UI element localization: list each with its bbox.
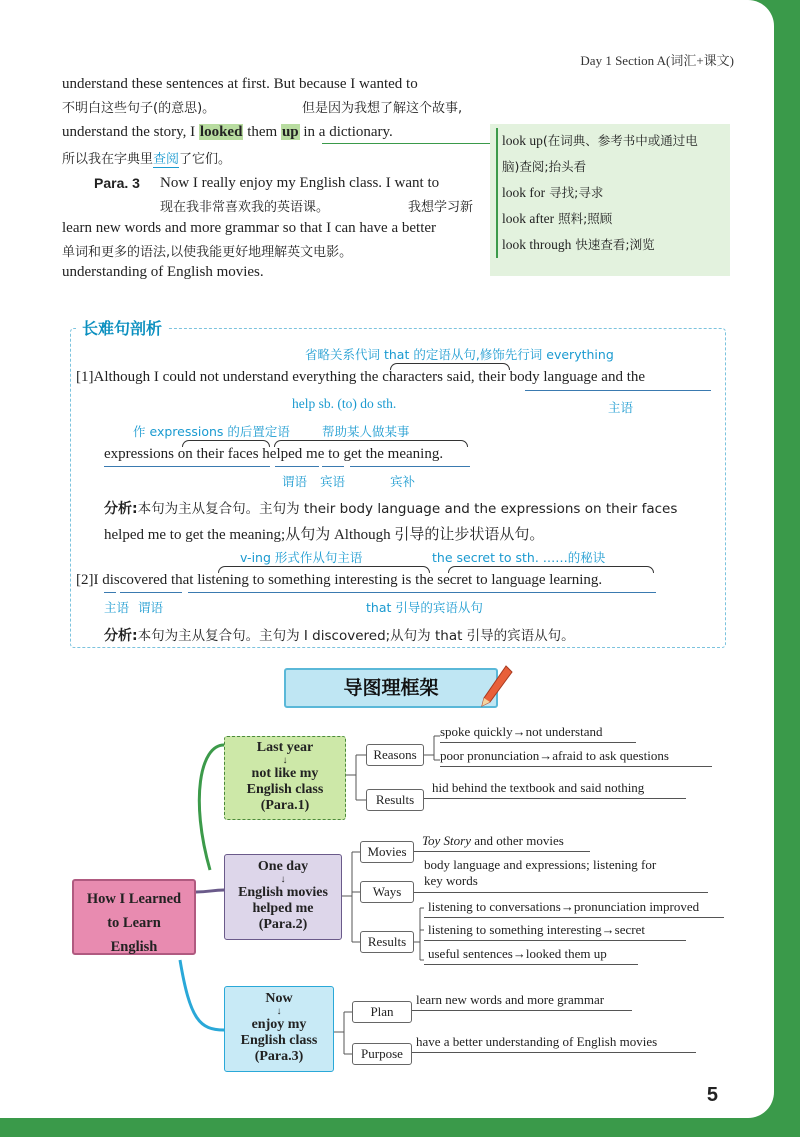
s1-line-1: [1]Although I could not understand everything the characters said, their body language and the [76, 369, 646, 385]
vocab-box [490, 124, 730, 276]
passage-line-5: understanding of English movies. [62, 264, 264, 280]
detail-underline [424, 798, 686, 799]
detail-results-2b: listening to something interesting→secret [428, 922, 645, 937]
s2-underline-discovered [120, 592, 182, 593]
detail-underline [440, 766, 712, 767]
s1-line-2: expressions on their faces helped me to get the meaning. [104, 446, 444, 462]
passage-cn-1a: 不明白这些句子(的意思)。 [62, 101, 216, 116]
s2-label-clause: that 引导的宾语从句 [366, 600, 483, 615]
s1-subject-underline [525, 390, 711, 391]
s2-underline-clause [188, 592, 656, 593]
passage-cn-3b: 我想学习新 [408, 200, 474, 215]
detail-underline [414, 892, 708, 893]
s1-note-top: 省略关系代词 that 的定语从句,修饰先行词 everything [305, 347, 614, 362]
mindmap-branch-para3: Now ↓ enjoy my English class (Para.3) [224, 986, 334, 1072]
vocab-item-look-for: look for 寻找;寻求 [496, 180, 724, 206]
detail-results-2c: useful sentences→looked them up [428, 946, 607, 961]
detail-underline [412, 1010, 632, 1011]
s2-analysis: 分析:本句为主从复合句。主句为 I discovered;从句为 that 引导的宾语从句。 [104, 628, 575, 644]
detail-reason-2: poor pronunciation→afraid to ask questions [440, 748, 669, 763]
s1-note-2b: 帮助某人做某事 [322, 424, 410, 439]
mindmap-root: How I Learned to Learn English [72, 879, 196, 955]
mindmap-title: 导图理框架 [284, 668, 498, 708]
vocab-item-look-up: look up(在词典、参考书中或通过电 [496, 128, 724, 154]
passage-line-3: Now I really enjoy my English class. I want to [160, 175, 440, 191]
s1-analysis-2: helped me to get the meaning;从句为 Although 引导的让步状语从句。 [104, 527, 545, 543]
detail-underline [424, 964, 638, 965]
detail-underline [424, 940, 686, 941]
mindmap-branch-para1: Last year ↓ not like my English class (Para.1) [224, 736, 346, 820]
passage-line-4: learn new words and more grammar so that I can have a better [62, 220, 437, 236]
highlight-up: up [281, 124, 299, 140]
leaf-purpose: Purpose [352, 1043, 412, 1065]
detail-underline [412, 1052, 696, 1053]
s2-note-b: the secret to sth. ……的秘诀 [432, 550, 606, 565]
passage-cn-3a: 现在我非常喜欢我的英语课。 [160, 200, 330, 215]
vocab-connector [322, 143, 490, 144]
passage-cn-4: 单词和更多的语法,以使我能更好地理解英文电影。 [62, 245, 353, 260]
detail-reason-1: spoke quickly→not understand [440, 724, 603, 739]
s1-note-2a: 作 expressions 的后置定语 [133, 424, 290, 439]
detail-movies: Toy Story and other movies [422, 833, 564, 848]
highlight-looked: looked [199, 124, 243, 140]
passage-line-2: understand the story, I looked them up in a dictionary. [62, 124, 393, 140]
leaf-movies: Movies [360, 841, 414, 863]
s1-note-subject: 主语 [608, 400, 634, 415]
s2-label-pred: 谓语 [138, 600, 164, 615]
s1-underline-helped [275, 466, 319, 467]
detail-plan: learn new words and more grammar [416, 992, 605, 1007]
mindmap-branch-para2: One day ↓ English movies helped me (Para.2) [224, 854, 342, 940]
detail-result-1: hid behind the textbook and said nothing [432, 780, 645, 795]
analysis-title: 长难句剖析 [76, 316, 168, 339]
s1-label-pred: 谓语 [282, 474, 308, 489]
page-number: 5 [706, 1084, 718, 1106]
detail-underline [424, 917, 724, 918]
s1-note-mid: help sb. (to) do sth. [292, 396, 397, 411]
detail-ways-2: key words [424, 873, 478, 888]
s1-label-obj: 宾语 [320, 474, 346, 489]
leaf-reasons: Reasons [366, 744, 424, 766]
s1-underline-me [322, 466, 344, 467]
detail-ways-1: body language and expressions; listening for [424, 857, 657, 872]
s2-line: [2]I discovered that listening to something interesting is the secret to language learning. [76, 572, 603, 588]
s1-underline-expressions [104, 466, 270, 467]
s1-analysis-1: 分析:本句为主从复合句。主句为 their body language and the expressions on their faces [104, 501, 678, 517]
passage-line-1: understand these sentences at first. But because I wanted to [62, 76, 418, 92]
s1-label-comp: 宾补 [390, 474, 416, 489]
leaf-results-2: Results [360, 931, 414, 953]
passage-cn-1b: 但是因为我想了解这个故事, [302, 101, 463, 116]
leaf-results-1: Results [366, 789, 424, 811]
detail-purpose: have a better understanding of English movies [416, 1034, 658, 1049]
s2-underline-i [104, 592, 116, 593]
pencil-icon [478, 664, 514, 710]
s2-label-subj: 主语 [104, 600, 130, 615]
page-header: Day 1 Section A(词汇+课文) [580, 53, 734, 68]
detail-underline [440, 742, 636, 743]
s1-underline-to-get [350, 466, 470, 467]
leaf-ways: Ways [360, 881, 414, 903]
para-3-label: Para. 3 [94, 175, 140, 191]
detail-underline [414, 851, 590, 852]
leaf-plan: Plan [352, 1001, 412, 1023]
detail-results-2a: listening to conversations→pronunciation improved [428, 899, 700, 914]
vocab-item-look-up-cont: 脑)查阅;抬头看 [496, 154, 724, 180]
s2-note-a: v-ing 形式作从句主语 [240, 550, 363, 565]
vocab-item-look-after: look after 照料;照顾 [496, 206, 724, 232]
vocab-item-look-through: look through 快速查看;浏览 [496, 232, 724, 258]
passage-cn-2: 所以我在字典里查阅了它们。 [62, 152, 232, 167]
